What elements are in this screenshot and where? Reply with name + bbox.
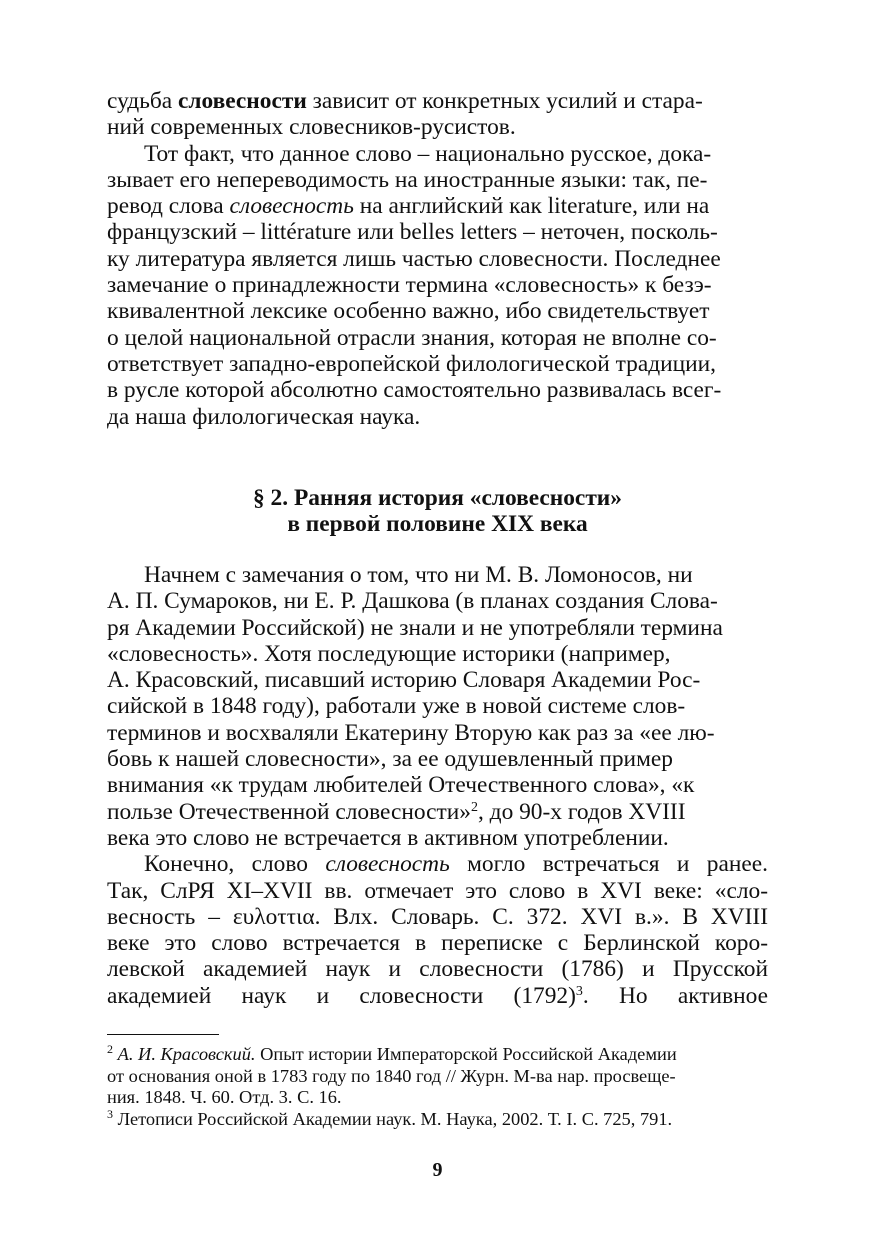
text-run: века это слово не встречается в активном употреблении.	[107, 824, 669, 851]
footnote-ref: 2	[107, 1042, 113, 1056]
footnote-ref: 3	[107, 1106, 113, 1121]
text-run: зывает его непереводимость на иностранные языки: так, пе-	[107, 166, 708, 193]
text-run: «словесность». Хотя последующие историки (например,	[107, 640, 671, 667]
text-run: Летописи Российской Академии наук. М. Наука, 2002. Т. I. С. 725, 791.	[113, 1108, 673, 1129]
text-run: ний современных словесников-русистов.	[107, 114, 516, 141]
text-run: А. Красовский, писавший историю Словаря Академии Рос-	[107, 667, 701, 694]
text-run: судьба	[107, 88, 178, 114]
text-run: ния. 1848. Ч. 60. Отд. 3. С. 16.	[107, 1087, 342, 1108]
text-run: Тот факт, что данное слово – национально русское, дока-	[144, 140, 712, 167]
text-run: квивалентной лексике особенно важно, ибо свидетельствует	[107, 298, 710, 325]
paragraph-2	[107, 141, 768, 430]
text-run: ревод слова	[107, 193, 230, 220]
paragraph-1	[107, 88, 768, 141]
text-run: А. П. Сумароков, ни Е. Р. Дашкова (в планах создания Слова-	[107, 588, 718, 615]
text-run: о целой национальной отрасли знания, которая не вполне со-	[107, 324, 717, 351]
paragraph-4	[107, 851, 768, 1009]
text-run: Так, СлРЯ XI–XVII вв. отмечает это слово в XVI веке: «сло-	[107, 877, 768, 904]
text-run: весность – ευλοττια. Влх. Словарь. С. 372. XVI в.». В XVIII	[107, 903, 768, 930]
text-run: да наша филологическая наука.	[107, 403, 421, 430]
text-run: зависит от конкретных усилий и стара-	[306, 88, 703, 114]
text-run: ку литература является лишь частью словесности. Последнее	[107, 245, 721, 272]
footnote-separator	[107, 1034, 219, 1035]
text-run: в русле которой абсолютно самостоятельно развивалась всег-	[107, 377, 722, 404]
bold-term: словесности	[178, 88, 307, 114]
body-text-bottom	[107, 562, 768, 1009]
text-run: . Но активное	[582, 982, 768, 1009]
text-run: ответствует западно-европейской филологической традиции,	[107, 350, 717, 377]
text-run: могло встречаться и ранее.	[449, 851, 768, 878]
text-run: пользе Отечественной словесности»	[107, 798, 471, 825]
text-run: академией наук и словесности (1792)	[107, 982, 576, 1009]
page-number: 9	[432, 1159, 443, 1181]
footnotes	[107, 1044, 768, 1130]
footnote-ref: 2	[470, 799, 478, 815]
italic-term: А. И. Красовский.	[117, 1044, 256, 1064]
paragraph-3	[107, 562, 768, 851]
text-run: сийской в 1848 году), работали уже в новой системе слов-	[107, 693, 686, 720]
footnote-2	[107, 1044, 768, 1109]
text-run: Начнем с замечания о том, что ни М. В. Ломоносов, ни	[144, 562, 693, 588]
section-heading	[107, 485, 768, 538]
text-run: замечание о принадлежности термина «словесность» к безэ-	[107, 272, 712, 299]
footnote-ref: 3	[575, 983, 583, 999]
text-run: левской академией наук и словесности (1786) и Прусской	[107, 956, 768, 983]
text-run: на английский как literature, или на	[353, 193, 710, 220]
text-run: Опыт истории Императорской Российской Академии	[255, 1044, 677, 1064]
text-run: Конечно, слово	[144, 851, 326, 878]
italic-term: словесность	[325, 851, 450, 878]
text-run: от основания оной в 1783 году по 1840 год // Журн. М-ва нар. просвеще-	[107, 1065, 676, 1086]
text-run: , до 90-х годов XVIII	[477, 798, 686, 825]
section-heading-line-1: § 2. Ранняя история «словесности»	[253, 485, 622, 511]
footnote-3	[107, 1106, 768, 1131]
section-heading-line-2: в первой половине XIX века	[287, 511, 588, 538]
body-text-top	[107, 88, 768, 430]
text-run: веке это слово встречается в переписке с Берлинской коро-	[107, 930, 768, 957]
text-run: бовь к нашей словесности», за ее одушевленный пример	[107, 746, 673, 773]
text-run: ря Академии Российской) не знали и не употребляли термина	[107, 614, 723, 641]
text-run: внимания «к трудам любителей Отечественного слова», «к	[107, 772, 695, 799]
italic-term: словесность	[229, 193, 354, 220]
text-run: терминов и восхваляли Екатерину Вторую как раз за «ее лю-	[107, 719, 715, 746]
text-run: французский – littérature или belles letters – неточен, посколь-	[107, 219, 718, 246]
